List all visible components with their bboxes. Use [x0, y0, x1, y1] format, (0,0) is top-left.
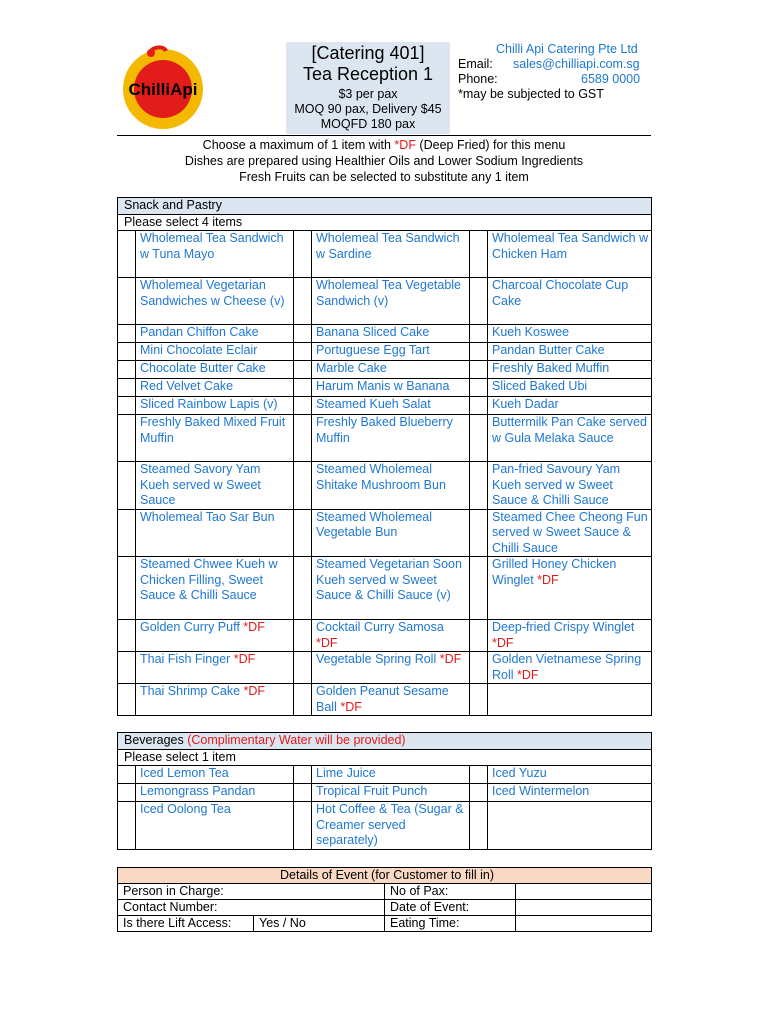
item-name: Tropical Fruit Punch	[316, 784, 428, 798]
select-checkbox[interactable]	[470, 462, 488, 510]
df-marker: *DF	[439, 652, 462, 666]
item-name: Thai Shrimp Cake	[140, 684, 244, 698]
df-marker: *DF	[537, 572, 559, 587]
select-checkbox[interactable]	[118, 325, 136, 343]
snack-pastry-table	[117, 197, 652, 716]
select-checkbox[interactable]	[470, 766, 488, 784]
snack-item[interactable]	[136, 361, 294, 379]
menu-price: $3 per pax	[338, 87, 398, 101]
snack-row	[118, 509, 652, 557]
select-checkbox[interactable]	[118, 379, 136, 397]
snack-item[interactable]	[136, 325, 294, 343]
snack-row	[118, 557, 652, 620]
beverage-item[interactable]	[136, 802, 294, 850]
beverage-item[interactable]	[312, 784, 470, 802]
snack-row	[118, 325, 652, 343]
snack-item[interactable]	[312, 509, 470, 557]
email-label: Email:	[458, 57, 493, 71]
person-in-charge-field[interactable]: Person in Charge:	[118, 884, 385, 900]
select-checkbox[interactable]	[470, 557, 488, 620]
snack-item[interactable]	[136, 557, 294, 620]
snack-item[interactable]	[312, 361, 470, 379]
select-checkbox[interactable]	[118, 766, 136, 784]
snack-item[interactable]	[312, 684, 470, 716]
contact-number-field[interactable]: Contact Number:	[118, 900, 385, 916]
note-text: Choose a maximum of 1 item with	[202, 138, 395, 152]
select-checkbox[interactable]	[294, 509, 312, 557]
item-name: Freshly Baked Blueberry Muffin	[316, 415, 453, 445]
item-name: Wholemeal Tea Sandwich w Tuna Mayo	[140, 231, 284, 261]
item-name: Pan-fried Savoury Yam Kueh served w Sweet Sauce & Chilli Sauce	[492, 462, 621, 507]
snack-row	[118, 343, 652, 361]
snack-row	[118, 231, 652, 278]
select-checkbox[interactable]	[294, 231, 312, 278]
snack-item[interactable]	[488, 397, 652, 415]
item-name: Steamed Savory Yam Kueh served w Sweet Sauce	[140, 462, 261, 507]
snack-item[interactable]	[488, 620, 652, 652]
select-checkbox[interactable]	[118, 684, 136, 716]
item-name: Sliced Rainbow Lapis (v)	[140, 397, 278, 411]
snack-item[interactable]	[136, 379, 294, 397]
item-name: Lime Juice	[316, 766, 376, 780]
snack-row	[118, 462, 652, 510]
select-checkbox[interactable]	[118, 231, 136, 278]
df-marker: *DF	[394, 138, 416, 152]
select-checkbox[interactable]	[294, 620, 312, 652]
note-fruits: Fresh Fruits can be selected to substitute any 1 item	[239, 170, 529, 184]
snack-item[interactable]	[488, 325, 652, 343]
water-note: (Complimentary Water will be provided)	[187, 733, 406, 747]
menu-moq: MOQ 90 pax, Delivery $45	[294, 102, 442, 116]
select-checkbox[interactable]	[118, 361, 136, 379]
item-name: Sliced Baked Ubi	[492, 379, 588, 393]
snack-item[interactable]	[312, 462, 470, 510]
snack-row	[118, 415, 652, 462]
item-name: Wholemeal Vegetarian Sandwiches w Cheese (v)	[140, 278, 285, 308]
snack-item[interactable]	[312, 278, 470, 325]
email-link[interactable]: sales@chilliapi.com.sg	[513, 57, 640, 71]
no-of-pax-label: No of Pax:	[385, 884, 516, 900]
select-checkbox[interactable]	[294, 557, 312, 620]
snack-item[interactable]	[136, 231, 294, 278]
item-name: Grilled Honey Chicken Winglet	[492, 557, 617, 587]
select-checkbox[interactable]	[294, 802, 312, 850]
beverages-table	[117, 732, 652, 850]
item-name: Steamed Wholemeal Shitake Mushroom Bun	[316, 462, 446, 492]
snack-item[interactable]	[312, 325, 470, 343]
beverages-section-title	[118, 733, 652, 750]
item-name: Golden Peanut Sesame Ball	[316, 684, 449, 714]
select-checkbox[interactable]	[294, 415, 312, 462]
beverage-row	[118, 784, 652, 802]
date-of-event-field[interactable]	[516, 900, 652, 916]
item-name: Marble Cake	[316, 361, 387, 375]
header-divider	[117, 135, 651, 136]
snack-item[interactable]	[488, 343, 652, 361]
beverage-item[interactable]	[312, 802, 470, 850]
select-checkbox[interactable]	[470, 278, 488, 325]
eating-time-field[interactable]	[516, 916, 652, 932]
snack-item[interactable]	[488, 509, 652, 557]
snack-item[interactable]	[488, 652, 652, 684]
snack-item[interactable]	[136, 652, 294, 684]
snack-row	[118, 620, 652, 652]
select-checkbox[interactable]	[470, 343, 488, 361]
beverage-item[interactable]	[488, 784, 652, 802]
item-name: Steamed Chwee Kueh w Chicken Filling, Sweet Sauce & Chilli Sauce	[140, 557, 278, 602]
select-checkbox[interactable]	[470, 397, 488, 415]
menu-moqfd: MOQFD 180 pax	[320, 117, 416, 131]
snack-item[interactable]	[488, 278, 652, 325]
snack-item[interactable]	[312, 652, 470, 684]
item-name: Kueh Koswee	[492, 325, 570, 339]
item-name: Charcoal Chocolate Cup Cake	[492, 278, 629, 308]
select-checkbox[interactable]	[294, 343, 312, 361]
lift-access-options[interactable]: Yes / No	[254, 916, 385, 932]
snack-item[interactable]	[312, 620, 470, 652]
select-checkbox[interactable]	[118, 343, 136, 361]
select-checkbox[interactable]	[118, 620, 136, 652]
select-checkbox[interactable]	[118, 415, 136, 462]
select-checkbox[interactable]	[470, 652, 488, 684]
beverage-item[interactable]	[312, 766, 470, 784]
snack-row	[118, 397, 652, 415]
beverage-items	[118, 766, 652, 850]
item-name: Cocktail Curry Samosa	[316, 620, 444, 634]
beverage-item[interactable]	[136, 766, 294, 784]
item-name: Steamed Kueh Salat	[316, 397, 431, 411]
eating-time-label: Eating Time:	[385, 916, 516, 932]
item-name: Red Velvet Cake	[140, 379, 234, 393]
beverage-item[interactable]	[488, 766, 652, 784]
snack-item[interactable]	[312, 557, 470, 620]
menu-code: [Catering 401]	[311, 43, 425, 63]
event-details-title: Details of Event (for Customer to fill in)	[118, 868, 652, 884]
snack-item[interactable]	[136, 278, 294, 325]
event-details-table	[117, 867, 652, 932]
snack-item[interactable]	[136, 462, 294, 510]
menu-notes	[117, 137, 651, 185]
item-name: Deep-fried Crispy Winglet	[492, 620, 635, 634]
select-checkbox[interactable]	[118, 509, 136, 557]
item-name: Buttermilk Pan Cake served w Gula Melaka Sauce	[492, 415, 647, 445]
no-of-pax-field[interactable]	[516, 884, 652, 900]
snack-item[interactable]	[312, 415, 470, 462]
item-name: Pandan Butter Cake	[492, 343, 605, 357]
gst-note: *may be subjected to GST	[458, 87, 604, 101]
snack-item[interactable]	[488, 415, 652, 462]
note-text: (Deep Fried) for this menu	[415, 138, 566, 152]
beverage-item[interactable]	[136, 784, 294, 802]
select-checkbox[interactable]	[118, 802, 136, 850]
item-name: Wholemeal Tea Sandwich w Chicken Ham	[492, 231, 649, 261]
select-checkbox[interactable]	[470, 509, 488, 557]
snack-section-title: Snack and Pastry	[118, 198, 652, 215]
beverage-item	[488, 802, 652, 850]
select-checkbox[interactable]	[294, 361, 312, 379]
df-marker: *DF	[243, 684, 266, 698]
select-checkbox[interactable]	[294, 684, 312, 716]
snack-item[interactable]	[136, 620, 294, 652]
snack-item[interactable]	[488, 379, 652, 397]
svg-text:ChilliApi: ChilliApi	[128, 80, 198, 99]
item-name: Wholemeal Tao Sar Bun	[140, 509, 275, 524]
phone-label: Phone:	[458, 72, 498, 86]
snack-row	[118, 652, 652, 684]
select-checkbox[interactable]	[118, 784, 136, 802]
snack-items	[118, 231, 652, 716]
beverage-row	[118, 802, 652, 850]
select-checkbox[interactable]	[470, 415, 488, 462]
beverages-instruction: Please select 1 item	[118, 749, 652, 766]
item-name: Banana Sliced Cake	[316, 325, 430, 339]
select-checkbox[interactable]	[470, 802, 488, 850]
df-marker: *DF	[492, 635, 514, 650]
item-name: Wholemeal Tea Sandwich w Sardine	[316, 231, 460, 261]
snack-row	[118, 379, 652, 397]
item-name: Lemongrass Pandan	[140, 784, 256, 798]
df-marker: *DF	[243, 620, 265, 634]
select-checkbox[interactable]	[294, 325, 312, 343]
select-checkbox[interactable]	[470, 684, 488, 716]
select-checkbox[interactable]	[118, 652, 136, 684]
item-name: Harum Manis w Banana	[316, 379, 450, 393]
df-marker: *DF	[340, 699, 362, 714]
snack-item[interactable]	[312, 343, 470, 361]
beverages-title: Beverages	[124, 733, 188, 747]
company-info	[458, 42, 648, 102]
item-name: Chocolate Butter Cake	[140, 361, 266, 375]
snack-item[interactable]	[312, 397, 470, 415]
snack-item[interactable]	[312, 231, 470, 278]
item-name: Vegetable Spring Roll	[316, 652, 440, 666]
item-name: Golden Curry Puff	[140, 620, 244, 634]
df-marker: *DF	[316, 635, 338, 650]
snack-item[interactable]	[488, 361, 652, 379]
snack-item[interactable]	[136, 397, 294, 415]
df-marker: *DF	[233, 652, 256, 666]
lift-access-label: Is there Lift Access:	[118, 916, 254, 932]
item-name: Kueh Dadar	[492, 397, 559, 411]
select-checkbox[interactable]	[470, 231, 488, 278]
select-checkbox[interactable]	[294, 278, 312, 325]
select-checkbox[interactable]	[118, 557, 136, 620]
item-name: Portuguese Egg Tart	[316, 343, 430, 357]
snack-item[interactable]	[488, 557, 652, 620]
select-checkbox[interactable]	[294, 766, 312, 784]
item-name: Golden Vietnamese Spring Roll	[492, 652, 642, 682]
item-name: Mini Chocolate Eclair	[140, 343, 258, 357]
snack-item[interactable]	[136, 509, 294, 557]
item-name: Wholemeal Tea Vegetable Sandwich (v)	[316, 278, 462, 308]
snack-item[interactable]	[136, 415, 294, 462]
snack-item[interactable]	[488, 231, 652, 278]
item-name: Steamed Chee Cheong Fun served w Sweet Sauce & Chilli Sauce	[492, 509, 648, 555]
snack-row	[118, 278, 652, 325]
snack-item[interactable]	[488, 462, 652, 510]
snack-item[interactable]	[136, 684, 294, 716]
snack-item[interactable]	[312, 379, 470, 397]
df-marker: *DF	[517, 667, 539, 682]
item-name: Iced Oolong Tea	[140, 802, 231, 816]
item-name: Iced Yuzu	[492, 766, 547, 780]
snack-row	[118, 361, 652, 379]
menu-title: Tea Reception 1	[302, 64, 434, 84]
chilli-api-logo	[120, 44, 206, 130]
select-checkbox[interactable]	[118, 397, 136, 415]
note-healthier: Dishes are prepared using Healthier Oils and Lower Sodium Ingredients	[184, 154, 584, 168]
select-checkbox[interactable]	[470, 361, 488, 379]
beverage-row	[118, 766, 652, 784]
snack-item	[488, 684, 652, 716]
select-checkbox[interactable]	[470, 784, 488, 802]
item-name: Hot Coffee & Tea (Sugar & Creamer served separately)	[316, 802, 464, 847]
select-checkbox[interactable]	[470, 379, 488, 397]
item-name: Thai Fish Finger	[140, 652, 234, 666]
item-name: Steamed Wholemeal Vegetable Bun	[316, 509, 433, 539]
item-name: Pandan Chiffon Cake	[140, 325, 259, 339]
select-checkbox[interactable]	[118, 278, 136, 325]
item-name: Freshly Baked Mixed Fruit Muffin	[140, 415, 286, 445]
item-name: Freshly Baked Muffin	[492, 361, 610, 375]
note-deep-fried	[117, 137, 651, 153]
snack-instruction: Please select 4 items	[118, 214, 652, 231]
item-name: Iced Wintermelon	[492, 784, 590, 798]
item-name: Steamed Vegetarian Soon Kueh served w Sweet Sauce & Chilli Sauce (v)	[316, 557, 462, 602]
menu-title-box	[286, 42, 450, 134]
snack-item[interactable]	[136, 343, 294, 361]
snack-row	[118, 684, 652, 716]
select-checkbox[interactable]	[470, 325, 488, 343]
select-checkbox[interactable]	[294, 652, 312, 684]
select-checkbox[interactable]	[294, 397, 312, 415]
select-checkbox[interactable]	[470, 620, 488, 652]
date-of-event-label: Date of Event:	[385, 900, 516, 916]
select-checkbox[interactable]	[294, 379, 312, 397]
phone-number: 6589 0000	[581, 72, 641, 86]
item-name: Iced Lemon Tea	[140, 766, 229, 780]
company-name: Chilli Api Catering Pte Ltd	[496, 42, 638, 56]
select-checkbox[interactable]	[294, 462, 312, 510]
select-checkbox[interactable]	[118, 462, 136, 510]
select-checkbox[interactable]	[294, 784, 312, 802]
